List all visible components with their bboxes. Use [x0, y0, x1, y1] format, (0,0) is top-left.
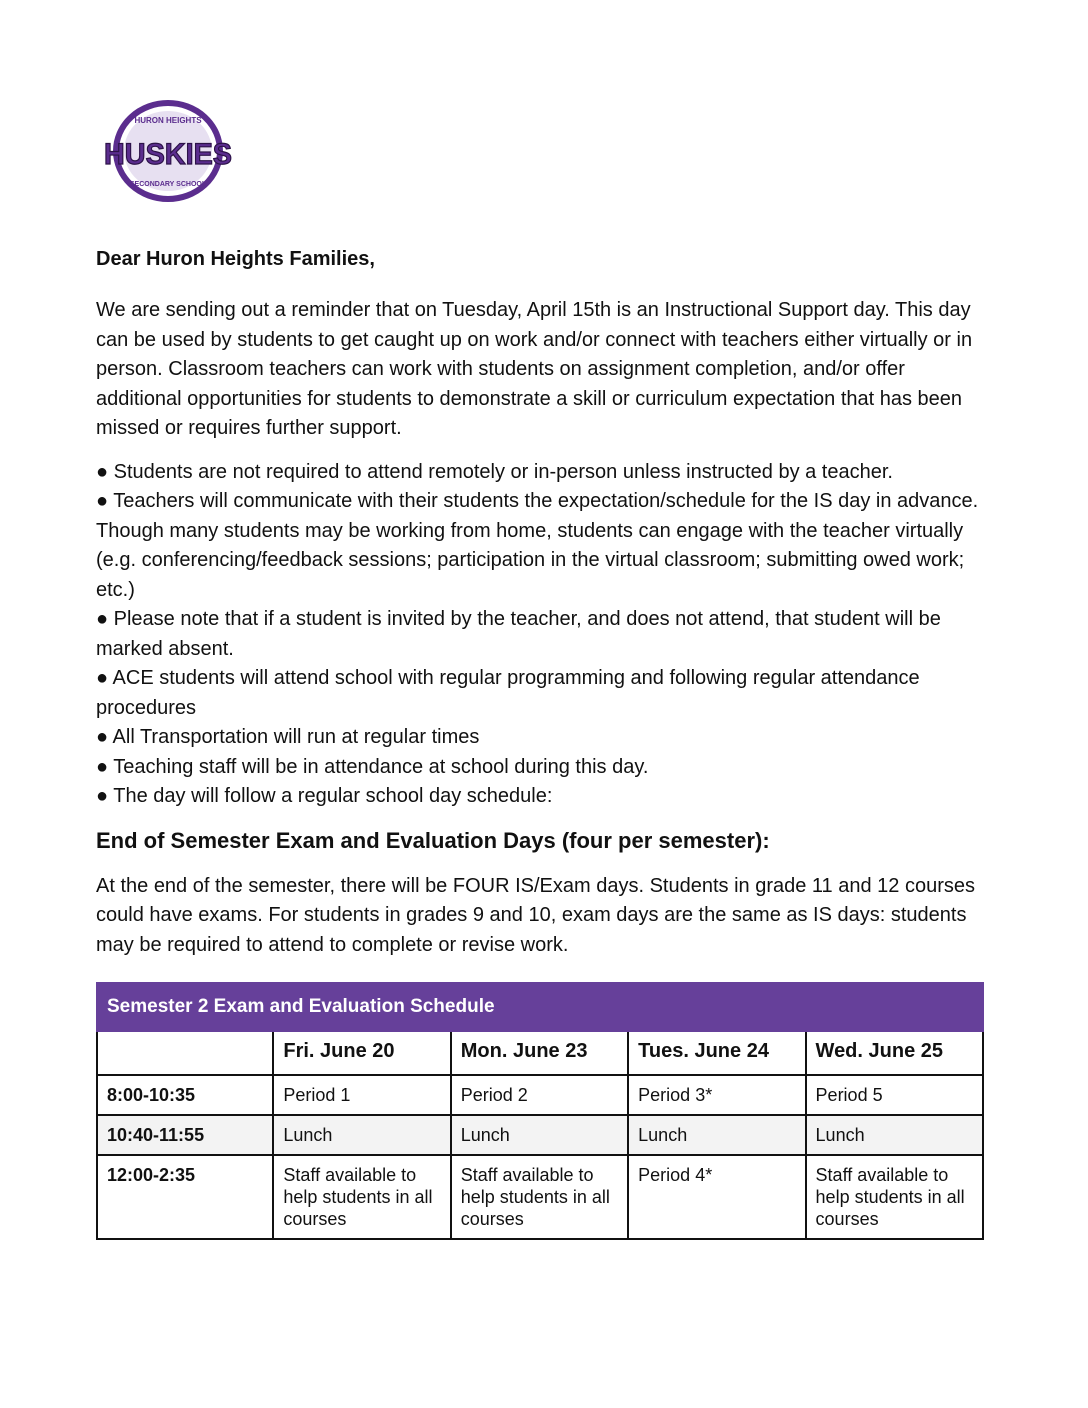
salutation: Dear Huron Heights Families,	[96, 248, 375, 270]
table-cell: Lunch	[451, 1115, 628, 1155]
table-cell: Period 3*	[628, 1075, 805, 1115]
list-item: ● ACE students will attend school with regular programming and following regular attendance procedures	[96, 667, 920, 719]
header-cell: Mon. June 23	[451, 1031, 628, 1075]
bullet-list	[96, 458, 996, 812]
header-cell	[97, 1031, 273, 1075]
table-cell: Staff available to help students in all courses	[806, 1155, 983, 1239]
list-item: ● Please note that if a student is invited by the teacher, and does not attend, that student will be marked absent.	[96, 608, 941, 660]
time-cell: 10:40-11:55	[97, 1115, 273, 1155]
list-item: ● Teachers will communicate with their students the expectation/schedule for the IS day in advance. Though many students may be working from home, students can engage with the teacher virtually (e.g. conferencing/feedback sessions; participation in the virtual classroom; submitting owed work; etc.)	[96, 490, 979, 601]
table-cell: Staff available to help students in all courses	[451, 1155, 628, 1239]
intro-paragraph: We are sending out a reminder that on Tuesday, April 15th is an Instructional Support day. This day can be used by students to get caught up on work and/or connect with teachers either virtually or in person. Classroom teachers can work with students on assignment completion, and/or offer additional opportunities for students to demonstrate a skill or curriculum expectation that has been missed or requires further support.	[96, 299, 973, 439]
table-row	[97, 1075, 983, 1115]
time-cell: 8:00-10:35	[97, 1075, 273, 1115]
section-heading: End of Semester Exam and Evaluation Days (four per semester):	[96, 827, 770, 853]
section-paragraph: At the end of the semester, there will be FOUR IS/Exam days. Students in grade 11 and 12 courses could have exams. For students in grades 9 and 10, exam days are the same as IS days: students may be required to attend to complete or revise work.	[96, 874, 975, 956]
table-row	[97, 1155, 983, 1239]
letter-body	[96, 244, 996, 1240]
list-item: ● All Transportation will run at regular times	[96, 726, 480, 748]
header-cell: Wed. June 25	[806, 1031, 983, 1075]
header-cell: Fri. June 20	[273, 1031, 450, 1075]
logo-top-text: HURON HEIGHTS	[134, 116, 202, 125]
table-header-row	[97, 1031, 983, 1075]
table-cell: Period 1	[273, 1075, 450, 1115]
list-item: ● The day will follow a regular school day schedule:	[96, 785, 553, 807]
table-title: Semester 2 Exam and Evaluation Schedule	[97, 983, 983, 1031]
table-cell: Staff available to help students in all courses	[273, 1155, 450, 1239]
table-cell: Lunch	[806, 1115, 983, 1155]
time-cell: 12:00-2:35	[97, 1155, 273, 1239]
list-item: ● Teaching staff will be in attendance at school during this day.	[96, 755, 649, 778]
table-cell: Lunch	[273, 1115, 450, 1155]
table-cell: Period 4*	[628, 1155, 805, 1239]
table-cell: Lunch	[628, 1115, 805, 1155]
header-cell: Tues. June 24	[628, 1031, 805, 1075]
exam-schedule-table	[96, 982, 984, 1240]
logo-main-text: HUSKIES	[104, 138, 232, 171]
list-item: ● Students are not required to attend remotely or in-person unless instructed by a teacher.	[96, 460, 893, 483]
table-cell: Period 5	[806, 1075, 983, 1115]
table-cell: Period 2	[451, 1075, 628, 1115]
table-row	[97, 1115, 983, 1155]
huskies-logo	[100, 98, 236, 204]
logo-bottom-text: SECONDARY SCHOOL	[129, 181, 207, 188]
